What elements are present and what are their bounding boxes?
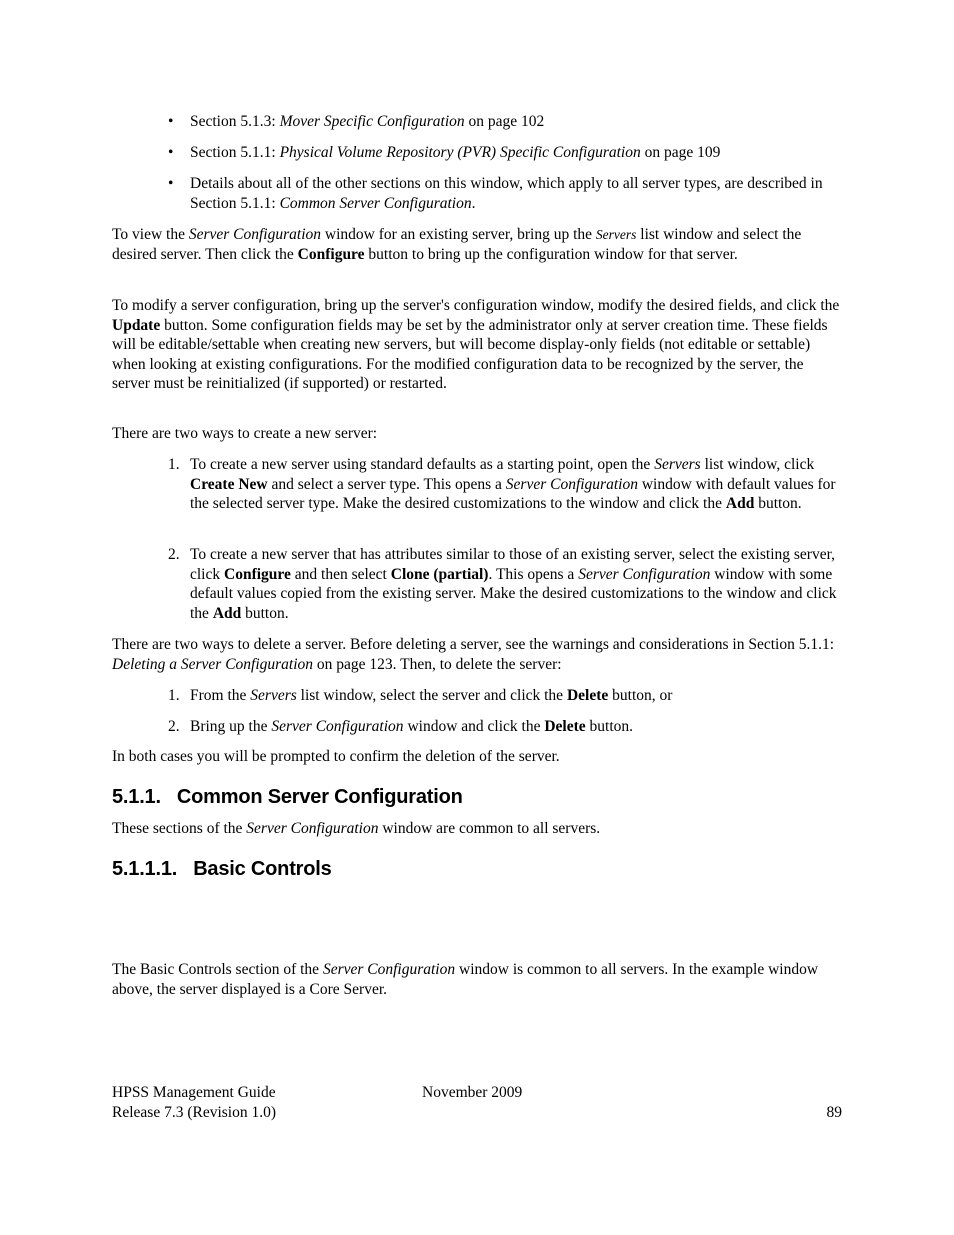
paragraph-view-config: To view the Server Configuration window for an existing server, bring up the Servers list window and select the desired server. Then click the Configure button to bring up the configuration window for that server. bbox=[112, 226, 802, 263]
paragraph-basic-controls: The Basic Controls section of the Server Configuration window is common to all servers. In the example window above, the server displayed is a Core Server. bbox=[112, 961, 819, 998]
footer-release: Release 7.3 (Revision 1.0) bbox=[112, 1104, 277, 1121]
paragraph-create-intro: There are two ways to create a new server: bbox=[112, 425, 378, 442]
bullet-dot-icon: • bbox=[168, 175, 174, 192]
paragraph-confirm: In both cases you will be prompted to confirm the deletion of the server. bbox=[112, 748, 560, 765]
bullet-dot-icon: • bbox=[168, 144, 174, 161]
section-heading-basic-controls: 5.1.1.1. Basic Controls bbox=[112, 858, 332, 880]
paragraph-modify-config: To modify a server configuration, bring up the server's configuration window, modify the desired fields, and click the Update button. Some configuration fields may be set by the administrator only at server creation time. These fields will be editable/settable when creating new servers, but will become display-only fields (not editable or settable) when looking at existing configurations. For the modified configuration data to be recognized by the server, the server must be reinitialized (if supported) or restarted. bbox=[112, 297, 840, 393]
paragraph-delete-intro: There are two ways to delete a server. Before deleting a server, see the warnings and considerations in Section 5.1.1: Deleting a Server Configuration on page 123. Then, to delete the server: bbox=[112, 636, 835, 673]
footer-date: November 2009 bbox=[422, 1084, 523, 1101]
paragraph-common: These sections of the Server Configuration window are common to all servers. bbox=[112, 820, 601, 837]
section-heading-common: 5.1.1. Common Server Configuration bbox=[112, 786, 463, 808]
bullet-dot-icon: • bbox=[168, 113, 174, 130]
footer-page-number: 89 bbox=[826, 1104, 842, 1121]
footer-guide-title: HPSS Management Guide bbox=[112, 1084, 276, 1101]
